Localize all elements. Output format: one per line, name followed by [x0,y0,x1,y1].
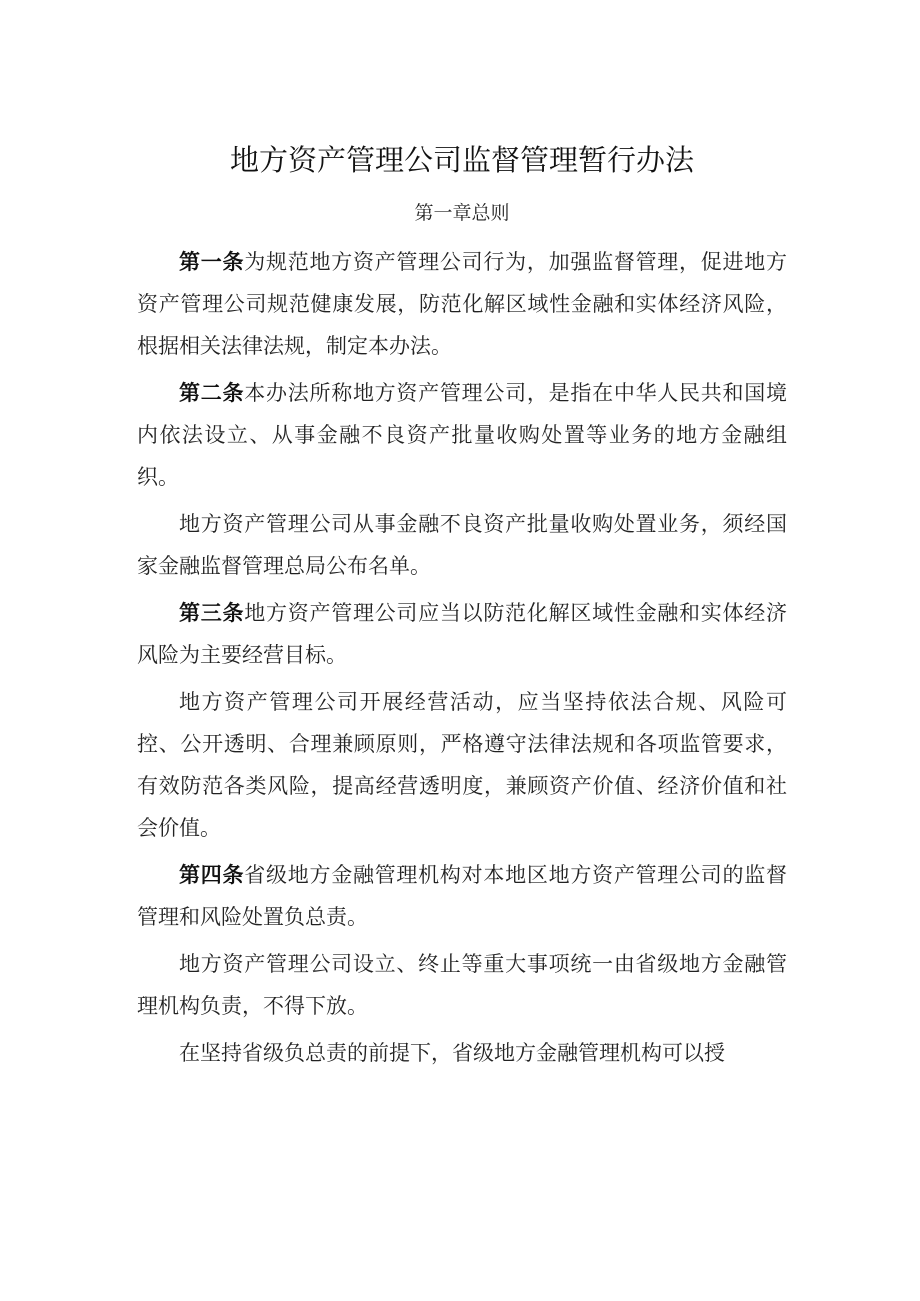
article-text: 地方资产管理公司开展经营活动，应当坚持依法合规、风险可控、公开透明、合理兼顾原则，严格遵守法律法规和各项监管要求，有效防范各类风险，提高经营透明度，兼顾资产价值、经济价值和社会价值。 [137,690,787,840]
article-text: 在坚持省级负总责的前提下，省级地方金融管理机构可以授 [179,1041,725,1065]
article-4-subparagraph [137,938,787,1027]
article-1-paragraph [137,236,787,367]
chapter-heading: 第一章总则 [414,202,510,224]
document-page [137,140,787,1074]
article-3-subparagraph [137,676,787,849]
article-text: 地方资产管理公司应当以防范化解区域性金融和实体经济风险为主要经营目标。 [137,601,788,667]
article-3-paragraph [137,587,787,676]
article-text: 为规范地方资产管理公司行为，加强监督管理，促进地方资产管理公司规范健康发展，防范化解区域性金融和实体经济风险，根据相关法律法规，制定本办法。 [137,250,788,358]
article-4-subparagraph [137,1027,787,1074]
article-text: 本办法所称地方资产管理公司，是指在中华人民共和国境内依法设立、从事金融不良资产批量收购处置等业务的地方金融组织。 [137,381,788,489]
article-2-paragraph [137,367,787,498]
article-label: 第三条 [179,601,245,625]
article-text: 地方资产管理公司从事金融不良资产批量收购处置业务，须经国家金融监督管理总局公布名单。 [137,512,787,578]
article-4-paragraph [137,849,787,938]
article-label: 第四条 [179,863,245,887]
article-label: 第二条 [179,381,245,405]
article-label: 第一条 [179,250,245,274]
document-title: 地方资产管理公司监督管理暂行办法 [229,143,694,177]
article-text: 地方资产管理公司设立、终止等重大事项统一由省级地方金融管理机构负责，不得下放。 [137,952,787,1018]
article-2-subparagraph [137,498,787,587]
article-text: 省级地方金融管理机构对本地区地方资产管理公司的监督管理和风险处置负总责。 [137,863,788,929]
